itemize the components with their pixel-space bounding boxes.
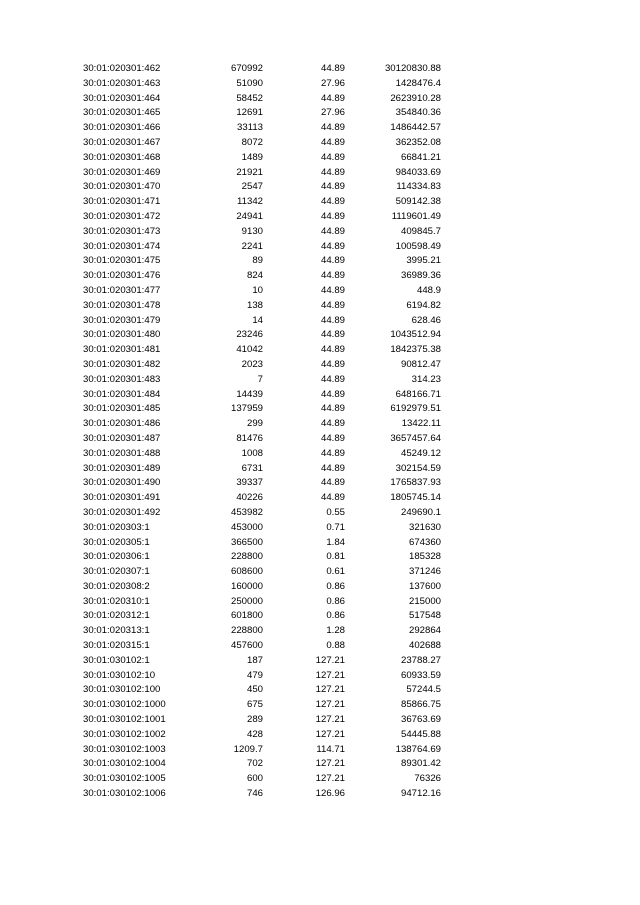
total-cell: 628.46	[411, 314, 441, 326]
table-row	[0, 373, 640, 388]
total-cell: 402688	[408, 640, 441, 652]
table-row	[0, 757, 640, 772]
table-row	[0, 447, 640, 462]
table-row	[0, 417, 640, 432]
table-row	[0, 743, 640, 758]
rate-cell: 44.89	[320, 284, 345, 296]
total-cell: 362352.08	[395, 136, 441, 148]
total-cell: 36989.36	[400, 270, 441, 282]
total-cell: 648166.71	[395, 388, 441, 400]
rate-cell: 44.89	[320, 432, 345, 444]
table-row	[0, 106, 640, 121]
cadastral-number-cell: 30:01:020301:469	[83, 166, 161, 178]
rate-cell: 44.89	[320, 447, 345, 459]
total-cell: 138764.69	[395, 743, 441, 755]
rate-cell: 44.89	[320, 492, 345, 504]
cadastral-number-cell: 30:01:020301:490	[83, 477, 161, 489]
quantity-cell: 14439	[236, 388, 263, 400]
table-row	[0, 136, 640, 151]
rate-cell: 127.21	[315, 699, 345, 711]
cadastral-number-cell: 30:01:020301:467	[83, 136, 161, 148]
total-cell: 94712.16	[400, 788, 441, 800]
table-row	[0, 536, 640, 551]
cadastral-number-cell: 30:01:020301:476	[83, 270, 161, 282]
total-cell: 409845.7	[400, 225, 441, 237]
cadastral-number-cell: 30:01:030102:10	[83, 669, 156, 681]
table-row	[0, 314, 640, 329]
cadastral-number-cell: 30:01:020301:484	[83, 388, 161, 400]
rate-cell: 44.89	[320, 344, 345, 356]
cadastral-number-cell: 30:01:020301:482	[83, 358, 161, 370]
table-row	[0, 521, 640, 536]
total-cell: 45249.12	[400, 447, 441, 459]
total-cell: 292864	[408, 625, 441, 637]
cadastral-number-cell: 30:01:020301:481	[83, 344, 161, 356]
quantity-cell: 11342	[237, 196, 263, 208]
quantity-cell: 746	[246, 788, 263, 800]
table-row	[0, 669, 640, 684]
table-row	[0, 77, 640, 92]
table-row	[0, 121, 640, 136]
table-row	[0, 254, 640, 269]
rate-cell: 44.89	[320, 196, 345, 208]
rate-cell: 44.89	[320, 240, 345, 252]
table-row	[0, 506, 640, 521]
table-row	[0, 728, 640, 743]
table-row	[0, 343, 640, 358]
rate-cell: 1.84	[326, 536, 345, 548]
cadastral-number-cell: 30:01:020301:473	[83, 225, 161, 237]
table-row	[0, 195, 640, 210]
rate-cell: 44.89	[320, 210, 345, 222]
cadastral-number-cell: 30:01:020301:479	[83, 314, 161, 326]
table-row	[0, 210, 640, 225]
rate-cell: 127.21	[315, 728, 345, 740]
total-cell: 321630	[408, 521, 441, 533]
rate-cell: 127.21	[315, 669, 345, 681]
total-cell: 6194.82	[406, 299, 441, 311]
total-cell: 90812.47	[400, 358, 441, 370]
quantity-cell: 14	[252, 314, 263, 326]
cadastral-number-cell: 30:01:020301:480	[83, 329, 161, 341]
rate-cell: 44.89	[320, 329, 345, 341]
table-row	[0, 151, 640, 166]
total-cell: 60933.59	[400, 669, 441, 681]
cadastral-number-cell: 30:01:020301:492	[83, 506, 161, 518]
total-cell: 85866.75	[400, 699, 441, 711]
total-cell: 215000	[408, 595, 441, 607]
table-row	[0, 166, 640, 181]
table-row	[0, 580, 640, 595]
quantity-cell: 10	[252, 284, 263, 296]
quantity-cell: 299	[246, 418, 263, 430]
rate-cell: 0.55	[326, 506, 345, 518]
table-row	[0, 624, 640, 639]
cadastral-number-cell: 30:01:020310:1	[83, 595, 150, 607]
rate-cell: 0.81	[326, 551, 345, 563]
quantity-cell: 12691	[236, 107, 263, 119]
quantity-cell: 675	[246, 699, 263, 711]
quantity-cell: 824	[246, 270, 263, 282]
total-cell: 3657457.64	[390, 432, 441, 444]
cadastral-number-cell: 30:01:020301:478	[83, 299, 161, 311]
total-cell: 314.23	[411, 373, 441, 385]
table-row	[0, 639, 640, 654]
quantity-cell: 23246	[236, 329, 263, 341]
total-cell: 13422.11	[401, 418, 441, 430]
total-cell: 1043512.94	[390, 329, 441, 341]
cadastral-number-cell: 30:01:020301:463	[83, 77, 161, 89]
quantity-cell: 600	[246, 773, 263, 785]
table-row	[0, 358, 640, 373]
rate-cell: 44.89	[320, 314, 345, 326]
rate-cell: 0.71	[326, 521, 345, 533]
quantity-cell: 39337	[236, 477, 263, 489]
total-cell: 2623910.28	[390, 92, 441, 104]
rate-cell: 44.89	[320, 388, 345, 400]
cadastral-number-cell: 30:01:030102:1001	[83, 714, 166, 726]
rate-cell: 0.88	[326, 640, 345, 652]
cadastral-number-cell: 30:01:020301:486	[83, 418, 161, 430]
table-row	[0, 550, 640, 565]
quantity-cell: 33113	[237, 122, 263, 134]
cadastral-number-cell: 30:01:020301:465	[83, 107, 161, 119]
rate-cell: 44.89	[320, 181, 345, 193]
cadastral-number-cell: 30:01:020301:472	[83, 210, 161, 222]
rate-cell: 27.96	[320, 107, 345, 119]
rate-cell: 44.89	[320, 166, 345, 178]
total-cell: 249690.1	[400, 506, 441, 518]
quantity-cell: 187	[246, 654, 263, 666]
table-row	[0, 240, 640, 255]
cadastral-number-cell: 30:01:020301:475	[83, 255, 161, 267]
cadastral-number-cell: 30:01:020301:468	[83, 151, 161, 163]
cadastral-number-cell: 30:01:020315:1	[83, 640, 150, 652]
total-cell: 1486442.57	[390, 122, 441, 134]
quantity-cell: 6731	[241, 462, 263, 474]
rate-cell: 0.86	[326, 595, 345, 607]
table-row	[0, 388, 640, 403]
cadastral-number-cell: 30:01:020306:1	[83, 551, 150, 563]
quantity-cell: 250000	[230, 595, 263, 607]
rate-cell: 44.89	[320, 92, 345, 104]
total-cell: 3995.21	[406, 255, 441, 267]
quantity-cell: 228800	[230, 551, 263, 563]
rate-cell: 44.89	[320, 255, 345, 267]
table-row	[0, 787, 640, 802]
table-row	[0, 683, 640, 698]
quantity-cell: 601800	[230, 610, 263, 622]
table-row	[0, 491, 640, 506]
quantity-cell: 289	[246, 714, 263, 726]
table-row	[0, 654, 640, 669]
rate-cell: 44.89	[320, 358, 345, 370]
total-cell: 984033.69	[395, 166, 441, 178]
total-cell: 448.9	[416, 284, 441, 296]
cadastral-number-cell: 30:01:020313:1	[83, 625, 150, 637]
cadastral-number-cell: 30:01:030102:1000	[83, 699, 166, 711]
total-cell: 54445.88	[400, 728, 441, 740]
total-cell: 1765837.93	[390, 477, 441, 489]
cadastral-number-cell: 30:01:020301:477	[83, 284, 161, 296]
cadastral-number-cell: 30:01:030102:1002	[83, 728, 166, 740]
quantity-cell: 21921	[236, 166, 263, 178]
total-cell: 100598.49	[395, 240, 441, 252]
table-row	[0, 432, 640, 447]
cadastral-number-cell: 30:01:020301:474	[83, 240, 161, 252]
quantity-cell: 2547	[241, 181, 263, 193]
total-cell: 185328	[408, 551, 441, 563]
cadastral-number-cell: 30:01:030102:1006	[83, 788, 166, 800]
rate-cell: 0.86	[326, 610, 345, 622]
cadastral-number-cell: 30:01:020301:489	[83, 462, 161, 474]
cadastral-number-cell: 30:01:020303:1	[83, 521, 150, 533]
total-cell: 114334.83	[396, 181, 441, 193]
rate-cell: 44.89	[320, 63, 345, 74]
cadastral-number-cell: 30:01:030102:1005	[83, 773, 166, 785]
quantity-cell: 89	[252, 255, 263, 267]
cadastral-number-cell: 30:01:030102:100	[83, 684, 161, 696]
quantity-cell: 453000	[230, 521, 263, 533]
quantity-cell: 428	[246, 728, 263, 740]
table-row	[0, 284, 640, 299]
quantity-cell: 366500	[230, 536, 263, 548]
quantity-cell: 1008	[241, 447, 263, 459]
rate-cell: 0.86	[326, 580, 345, 592]
table-row	[0, 595, 640, 610]
total-cell: 517548	[408, 610, 441, 622]
total-cell: 89301.42	[400, 758, 441, 770]
rate-cell: 44.89	[320, 477, 345, 489]
table-row	[0, 713, 640, 728]
cadastral-number-cell: 30:01:020301:464	[83, 92, 161, 104]
quantity-cell: 453982	[230, 506, 263, 518]
total-cell: 1805745.14	[390, 492, 441, 504]
cadastral-number-cell: 30:01:020305:1	[83, 536, 150, 548]
cadastral-number-cell: 30:01:020307:1	[83, 566, 150, 578]
rate-cell: 44.89	[320, 270, 345, 282]
quantity-cell: 228800	[230, 625, 263, 637]
rate-cell: 27.96	[320, 77, 345, 89]
total-cell: 371246	[408, 566, 441, 578]
quantity-cell: 81476	[236, 432, 263, 444]
quantity-cell: 137959	[230, 403, 263, 415]
total-cell: 6192979.51	[390, 403, 441, 415]
table-row	[0, 565, 640, 580]
rate-cell: 127.21	[315, 714, 345, 726]
rate-cell: 44.89	[320, 299, 345, 311]
quantity-cell: 138	[246, 299, 263, 311]
total-cell: 674360	[408, 536, 441, 548]
quantity-cell: 58452	[236, 92, 263, 104]
cadastral-number-cell: 30:01:030102:1004	[83, 758, 166, 770]
table-row	[0, 92, 640, 107]
quantity-cell: 608600	[230, 566, 263, 578]
table-row	[0, 402, 640, 417]
total-cell: 137600	[408, 580, 441, 592]
quantity-cell: 450	[246, 684, 263, 696]
rate-cell: 44.89	[320, 122, 345, 134]
cadastral-number-cell: 30:01:020301:485	[83, 403, 161, 415]
total-cell: 36763.69	[400, 714, 441, 726]
cadastral-number-cell: 30:01:020312:1	[83, 610, 150, 622]
cadastral-number-cell: 30:01:020308:2	[83, 580, 150, 592]
table-row	[0, 299, 640, 314]
cadastral-number-cell: 30:01:030102:1	[83, 654, 150, 666]
quantity-cell: 24941	[236, 210, 263, 222]
rate-cell: 44.89	[320, 403, 345, 415]
table-row	[0, 328, 640, 343]
cadastral-number-cell: 30:01:020301:487	[83, 432, 161, 444]
table-row	[0, 269, 640, 284]
cadastral-number-cell: 30:01:020301:491	[83, 492, 161, 504]
quantity-cell: 2241	[241, 240, 263, 252]
total-cell: 354840.36	[395, 107, 441, 119]
quantity-cell: 160000	[230, 580, 263, 592]
total-cell: 509142.38	[395, 196, 441, 208]
rate-cell: 44.89	[320, 151, 345, 163]
quantity-cell: 457600	[230, 640, 263, 652]
quantity-cell: 479	[246, 669, 263, 681]
quantity-cell: 9130	[241, 225, 263, 237]
total-cell: 76326	[414, 773, 441, 785]
rate-cell: 44.89	[320, 373, 345, 385]
cadastral-number-cell: 30:01:020301:466	[83, 122, 161, 134]
total-cell: 23788.27	[400, 654, 441, 666]
rate-cell: 44.89	[320, 462, 345, 474]
total-cell: 302154.59	[395, 462, 441, 474]
rate-cell: 114.71	[316, 743, 345, 755]
total-cell: 57244.5	[406, 684, 441, 696]
cadastral-number-cell: 30:01:030102:1003	[83, 743, 166, 755]
rate-cell: 44.89	[320, 225, 345, 237]
table-row	[0, 609, 640, 624]
table-row	[0, 62, 640, 77]
data-table	[0, 62, 640, 802]
rate-cell: 127.21	[315, 758, 345, 770]
quantity-cell: 1489	[241, 151, 263, 163]
quantity-cell: 702	[246, 758, 263, 770]
rate-cell: 44.89	[320, 418, 345, 430]
rate-cell: 127.21	[315, 684, 345, 696]
table-row	[0, 698, 640, 713]
table-row	[0, 772, 640, 787]
cadastral-number-cell: 30:01:020301:488	[83, 447, 161, 459]
total-cell: 30120830.88	[384, 63, 441, 74]
rate-cell: 0.61	[326, 566, 345, 578]
total-cell: 66841.21	[400, 151, 441, 163]
rate-cell: 44.89	[320, 136, 345, 148]
quantity-cell: 670992	[230, 63, 263, 74]
table-row	[0, 225, 640, 240]
quantity-cell: 1209.7	[233, 743, 263, 755]
cadastral-number-cell: 30:01:020301:462	[83, 63, 161, 74]
quantity-cell: 41042	[236, 344, 263, 356]
cadastral-number-cell: 30:01:020301:471	[83, 196, 161, 208]
rate-cell: 126.96	[315, 788, 345, 800]
rate-cell: 127.21	[315, 773, 345, 785]
total-cell: 1119601.49	[391, 210, 441, 222]
rate-cell: 1.28	[326, 625, 345, 637]
quantity-cell: 2023	[241, 358, 263, 370]
rate-cell: 127.21	[315, 654, 345, 666]
cadastral-number-cell: 30:01:020301:470	[83, 181, 161, 193]
quantity-cell: 8072	[241, 136, 263, 148]
table-row	[0, 476, 640, 491]
table-row	[0, 180, 640, 195]
cadastral-number-cell: 30:01:020301:483	[83, 373, 161, 385]
table-row	[0, 462, 640, 477]
total-cell: 1842375.38	[390, 344, 441, 356]
total-cell: 1428476.4	[395, 77, 441, 89]
quantity-cell: 40226	[236, 492, 263, 504]
quantity-cell: 7	[257, 373, 263, 385]
quantity-cell: 51090	[236, 77, 263, 89]
